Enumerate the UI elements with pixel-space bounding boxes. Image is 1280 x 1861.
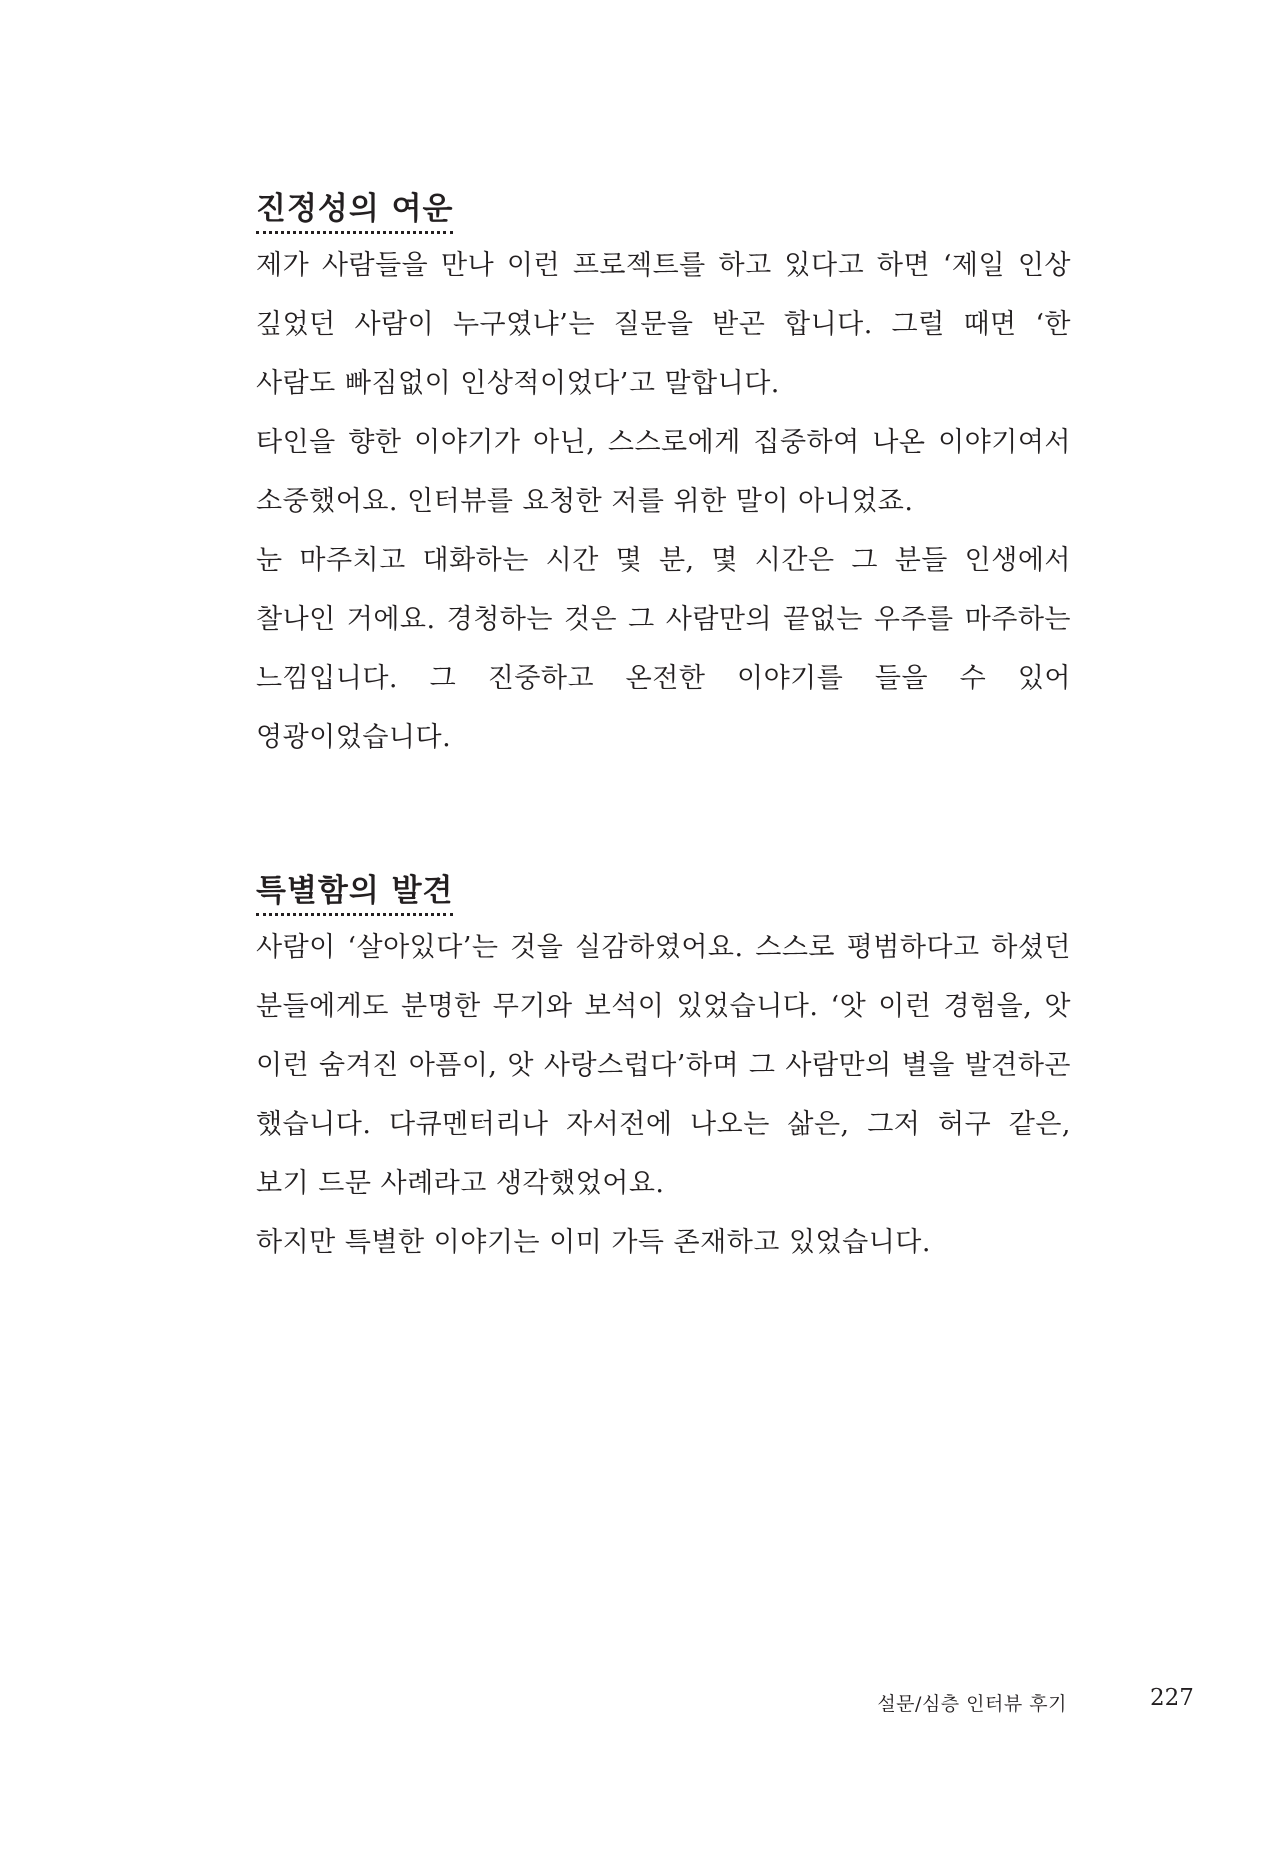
section-body: [256, 918, 1071, 1272]
section-heading: 진정성의 여운: [256, 188, 453, 234]
paragraph: 하지만 특별한 이야기는 이미 가득 존재하고 있었습니다.: [256, 1227, 931, 1258]
section-authenticity: [256, 188, 1071, 767]
running-footer-title: 설문/심층 인터뷰 후기: [877, 1693, 1067, 1715]
paragraph: 눈 마주치고 대화하는 시간 몇 분, 몇 시간은 그 분들 인생에서 찰나인 거에요. 경청하는 것은 그 사람만의 끝없는 우주를 마주하는 느낌입니다. 그 진중하고 온전한 이야기를 들을 수 있어 영광이었습니다.: [256, 545, 1071, 753]
page-footer: [0, 1683, 1280, 1723]
paragraph: 타인을 향한 이야기가 아닌, 스스로에게 집중하여 나온 이야기여서 소중했어요. 인터뷰를 요청한 저를 위한 말이 아니었죠.: [256, 427, 1071, 517]
page-number: 227: [1150, 1685, 1194, 1711]
section-body: [256, 236, 1071, 767]
paragraph: 제가 사람들을 만나 이런 프로젝트를 하고 있다고 하면 ‘제일 인상 깊었던 사람이 누구였냐’는 질문을 받곤 합니다. 그럴 때면 ‘한 사람도 빠짐없이 인상적이었다’고 말합니다.: [256, 250, 1071, 399]
paragraph: 사람이 ‘살아있다’는 것을 실감하였어요. 스스로 평범하다고 하셨던 분들에게도 분명한 무기와 보석이 있었습니다. ‘앗 이런 경험을, 앗 이런 숨겨진 아픔이, 앗 사랑스럽다’하며 그 사람만의 별을 발견하곤 했습니다. 다큐멘터리나 자서전에 나오는 삶은, 그저 허구 같은, 보기 드문 사례라고 생각했었어요.: [256, 932, 1071, 1199]
section-discovery: [256, 870, 1071, 1272]
section-heading: 특별함의 발견: [256, 870, 453, 916]
